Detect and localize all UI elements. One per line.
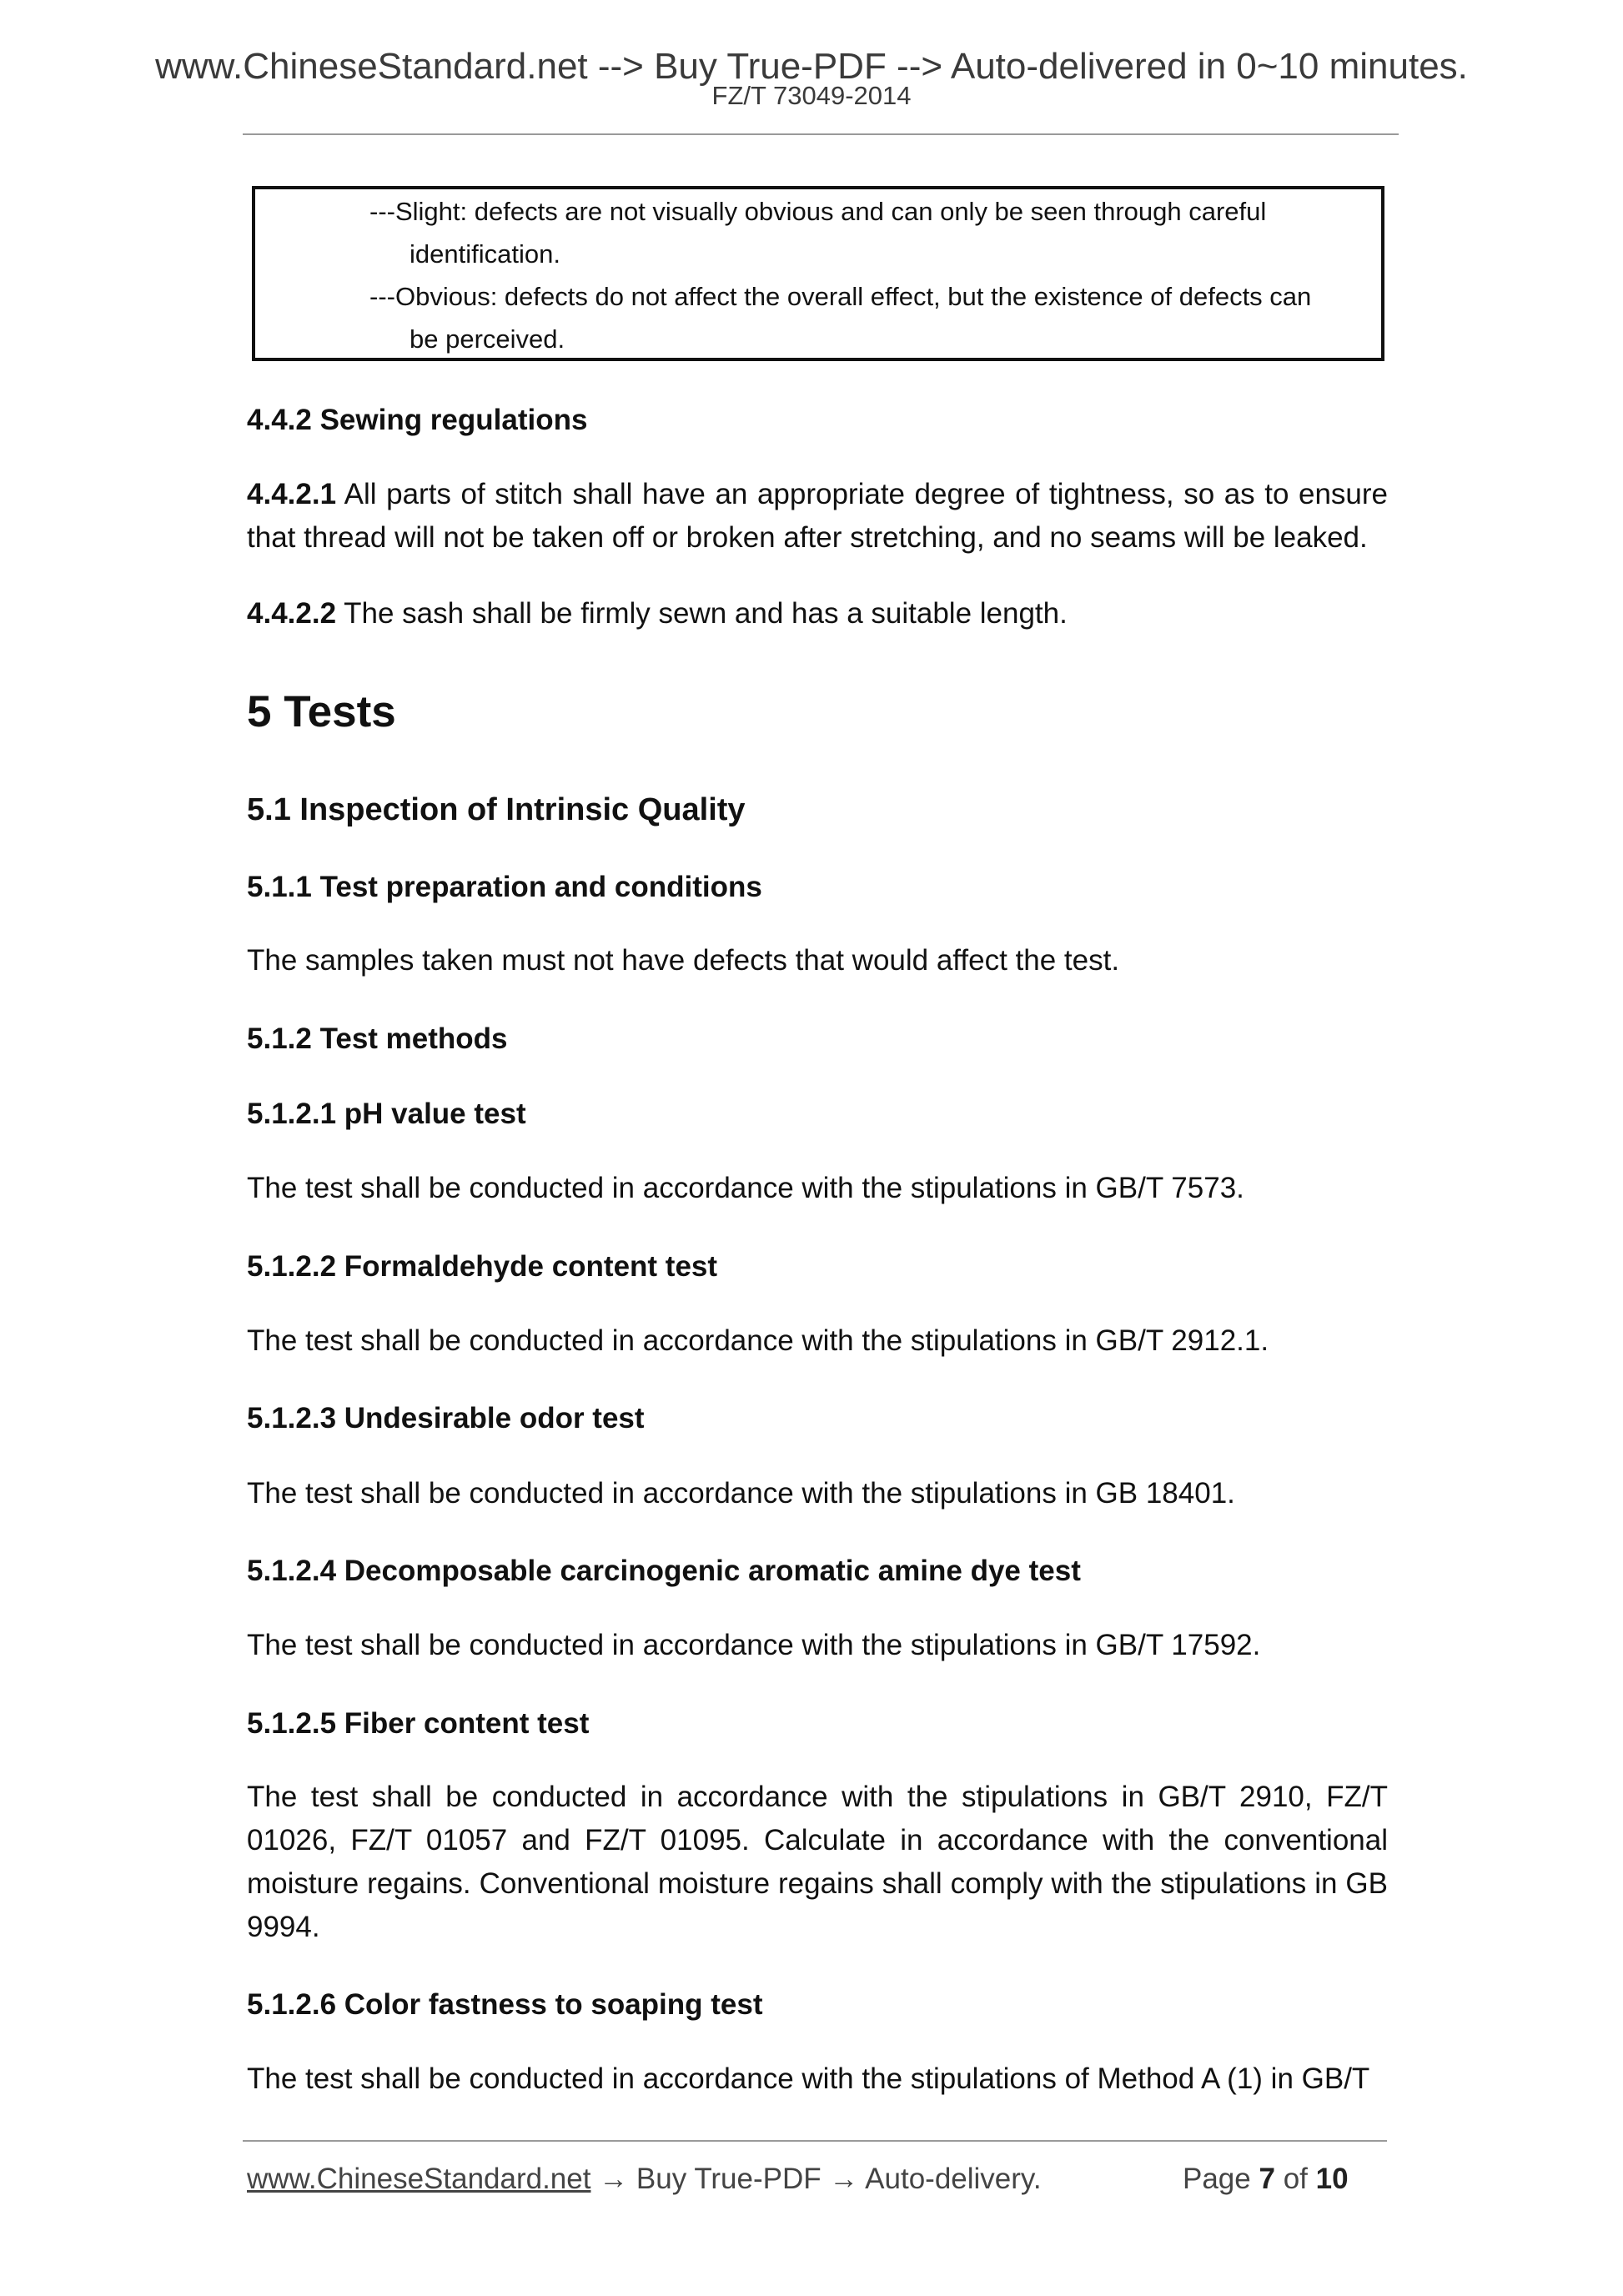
- heading-5-1: 5.1 Inspection of Intrinsic Quality: [247, 792, 746, 827]
- site-banner: www.ChineseStandard.net --> Buy True-PDF --> Auto-delivered in 0~10 minutes.: [155, 46, 1468, 87]
- clause-number: 4.4.2.1: [247, 478, 337, 510]
- page-current: 7: [1259, 2163, 1275, 2195]
- text-5-1-2-4: The test shall be conducted in accordance with the stipulations in GB/T 17592.: [247, 1629, 1261, 1661]
- heading-5-1-1: 5.1.1 Test preparation and conditions: [247, 871, 762, 903]
- footer-promo-text: → Buy True-PDF → Auto-delivery.: [590, 2163, 1042, 2195]
- note-slight: ---Slight: defects are not visually obvious and can only be seen through careful: [369, 197, 1267, 226]
- page-indicator: [1183, 2158, 1349, 2200]
- clause-4-4-2-2: [247, 592, 1388, 636]
- footer-divider: [243, 2140, 1387, 2142]
- note-slight-cont: identification.: [410, 239, 560, 269]
- heading-5-1-2-3: 5.1.2.3 Undesirable odor test: [247, 1402, 645, 1434]
- page-total: 10: [1315, 2163, 1349, 2195]
- note-obvious: ---Obvious: defects do not affect the overall effect, but the existence of defects can: [369, 282, 1312, 311]
- standard-code: FZ/T 73049-2014: [711, 81, 912, 110]
- text-5-1-2-6: The test shall be conducted in accordance with the stipulations of Method A (1) in GB/T: [247, 2062, 1370, 2095]
- text-5-1-1: The samples taken must not have defects that would affect the test.: [247, 944, 1120, 977]
- text-5-1-2-1: The test shall be conducted in accordance with the stipulations in GB/T 7573.: [247, 1172, 1244, 1204]
- header-divider: [243, 133, 1399, 135]
- clause-text: All parts of stitch shall have an appropriate degree of tightness, so as to ensure that thread will not be taken off or broken after stretching, and no seams will be leaked.: [247, 478, 1388, 554]
- clause-text: The sash shall be firmly sewn and has a suitable length.: [344, 597, 1068, 630]
- heading-5-1-2-1: 5.1.2.1 pH value test: [247, 1098, 526, 1130]
- heading-5-1-2-4: 5.1.2.4 Decomposable carcinogenic aromatic amine dye test: [247, 1555, 1081, 1587]
- footer-site-link[interactable]: www.ChineseStandard.net: [247, 2163, 591, 2195]
- heading-5-1-2-6: 5.1.2.6 Color fastness to soaping test: [247, 1988, 763, 2021]
- text-5-1-2-5: The test shall be conducted in accordance with the stipulations in GB/T 2910, FZ/T 01026, FZ/T 01057 and FZ/T 01095. Calculate in accordance with the conventional moisture regains. Conventional moisture regains shall comply with the stipulations in GB 9994.: [247, 1781, 1388, 1943]
- text-5-1-2-3: The test shall be conducted in accordance with the stipulations in GB 18401.: [247, 1477, 1235, 1510]
- heading-5-tests: 5 Tests: [247, 687, 396, 736]
- of-label: of: [1283, 2163, 1308, 2195]
- heading-5-1-2-2: 5.1.2.2 Formaldehyde content test: [247, 1250, 718, 1283]
- heading-5-1-2-5: 5.1.2.5 Fiber content test: [247, 1707, 590, 1740]
- heading-4-4-2: 4.4.2 Sewing regulations: [247, 404, 588, 436]
- text-5-1-2-2: The test shall be conducted in accordance with the stipulations in GB/T 2912.1.: [247, 1324, 1269, 1357]
- note-obvious-cont: be perceived.: [410, 324, 565, 354]
- heading-5-1-2: 5.1.2 Test methods: [247, 1022, 508, 1055]
- clause-4-4-2-1: [247, 473, 1388, 560]
- footer-promo: [247, 2158, 1042, 2200]
- clause-number: 4.4.2.2: [247, 597, 337, 630]
- page-label: Page: [1183, 2163, 1251, 2195]
- defect-definition-box: [252, 186, 1384, 361]
